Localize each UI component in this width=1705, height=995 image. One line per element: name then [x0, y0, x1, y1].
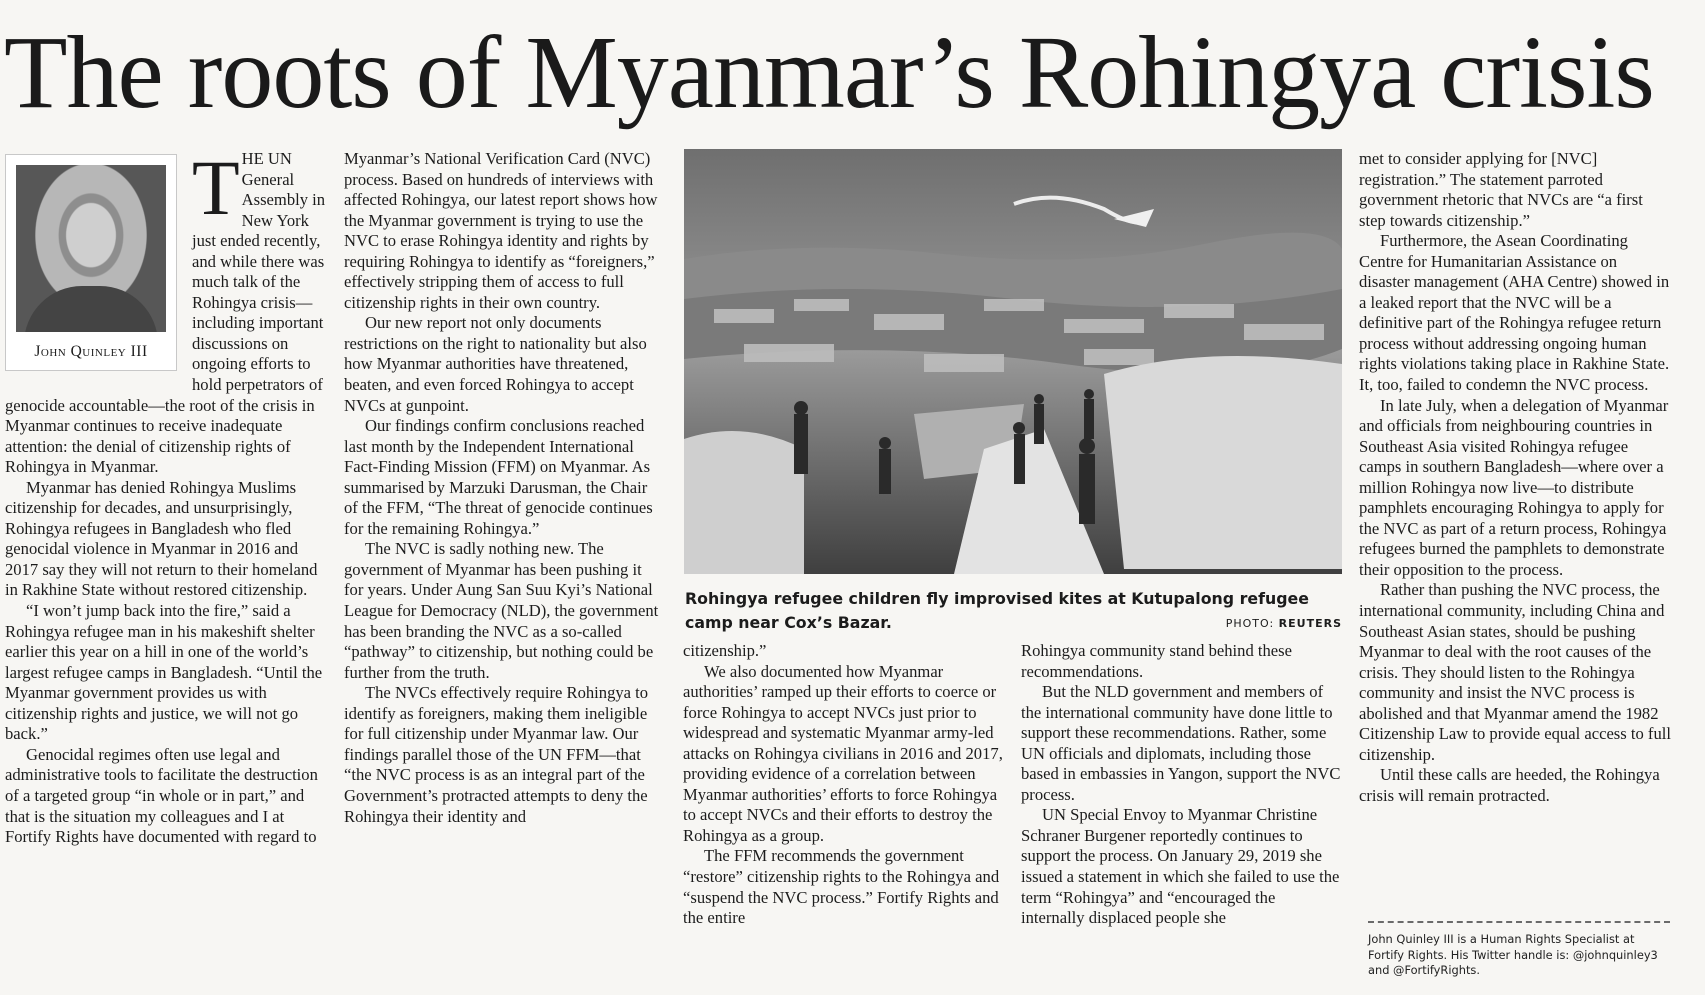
- paragraph: Myanmar has denied Rohingya Muslims citizenship for decades, and unsurprisingly, Rohingya refugees in Bangladesh who fled genocidal violence in Myanmar in 2016 and 2017 say they will not return to their homeland in Rakhine State without restored citizenship.: [5, 477, 318, 600]
- paragraph: The NVCs effectively require Rohingya to identify as foreigners, making them ineligible for full citizenship under Myanmar law. Our findings parallel those of the UN FFM—that “the NVC process is as an integral part of the Government’s protracted attempts to deny the Rohingya their identity and: [344, 683, 649, 826]
- drop-cap: T: [192, 144, 240, 231]
- author-bio: John Quinley III is a Human Rights Specialist at Fortify Rights. His Twitter handle is: @johnquinley3 and @FortifyRights.: [1368, 932, 1658, 977]
- lead-paragraph: THE UN General Assembly in New York just ended recently, and while there was much talk of the Rohingya crisis—including important discussions on ongoing efforts to hold perpetrators of genocide accountable—the root of the crisis in Myanmar continues to receive inadequate attention: the denial of citizenship rights of Rohingya in Myanmar.: [5, 144, 326, 477]
- paragraph: Genocidal regimes often use legal and administrative tools to facilitate the destruction of a targeted group “in whole or in part,” and that is the situation my colleagues and I at Fortify Rights have documented with regard to: [5, 744, 318, 847]
- article-column-4: [1021, 641, 1341, 929]
- article-column-5: [1359, 149, 1671, 807]
- paragraph: Rohingya community stand behind these recommendations.: [1021, 641, 1292, 681]
- author-photo: [16, 165, 166, 332]
- photo-credit: PHOTO: REUTERS: [1225, 617, 1342, 630]
- article-column-1: [5, 144, 327, 848]
- article-column-3: [683, 641, 1003, 929]
- paragraph: The FFM recommends the government “restore” citizenship rights to the Rohingya and “suspend the NVC process.” Fortify Rights and the entire: [683, 846, 1000, 928]
- photo-caption: Rohingya refugee children fly improvised kites at Kutupalong refugee camp near Cox’s Bazar.: [685, 589, 1309, 632]
- paragraph: In late July, when a delegation of Myanmar and officials from neighbouring countries in Southeast Asia visited Rohingya refugee camps in southern Bangladesh—where over a million Rohingya now live—to distribute pamphlets encouraging Rohingya to apply for the NVC as part of a return process, Rohingya refugees burned the pamphlets to demonstrate their opposition to the process.: [1359, 395, 1669, 579]
- author-name: John Quinley III: [34, 343, 148, 360]
- paragraph: met to consider applying for [NVC] registration.” The statement parroted government rhetoric that NVCs are “a first step towards citizenship.”: [1359, 149, 1643, 230]
- paragraph: We also documented how Myanmar authorities’ ramped up their efforts to coerce or force Rohingya to accept NVCs just prior to widespread and systematic Myanmar army-led attacks on Rohingya civilians in 2016 and 2017, providing evidence of a correlation between Myanmar authorities’ efforts to force Rohingya to accept NVCs and their efforts to destroy the Rohingya as a group.: [683, 661, 1003, 845]
- paragraph: “I won’t jump back into the fire,” said a Rohingya refugee man in his makeshift shelter earlier this year on a hill in one of the world’s largest refugee camps in Bangladesh. “Until the Myanmar government provides us with citizenship rights and justice, we will not go back.”: [5, 601, 323, 744]
- paragraph: Myanmar’s National Verification Card (NVC) process. Based on hundreds of interviews with affected Rohingya, our latest report shows how the Myanmar government is trying to use the NVC to erase Rohingya identity and rights by requiring Rohingya to identify as “foreigners,” effectively stripping them of access to full citizenship rights in their own country.: [344, 149, 658, 312]
- headline: The roots of Myanmar’s Rohingya crisis: [4, 15, 1654, 130]
- camp-photo: [684, 149, 1342, 574]
- paragraph: citizenship.”: [683, 641, 767, 660]
- paragraph: Until these calls are heeded, the Rohingya crisis will remain protracted.: [1359, 765, 1660, 805]
- paragraph: Our new report not only documents restrictions on the right to nationality but also how Myanmar authorities have threatened, beaten, and even forced Rohingya to accept NVCs at gunpoint.: [344, 313, 647, 415]
- paragraph: But the NLD government and members of the international community have done little to support these recommendations. Rather, some UN officials and diplomats, including those based in embassies in Yangon, support the NVC process.: [1021, 682, 1341, 804]
- paragraph: UN Special Envoy to Myanmar Christine Schraner Burgener reportedly continues to support the process. On January 29, 2019 she issued a statement in which she failed to use the term “Rohingya” and “encouraged the internally displaced people she: [1021, 805, 1340, 928]
- paragraph: Furthermore, the Asean Coordinating Centre for Humanitarian Assistance on disaster management (AHA Centre) showed in a leaked report that the NVC will be a definitive part of the Rohingya refugee return process without addressing ongoing human rights violations taking place in Rakhine State. It, too, failed to condemn the NVC process.: [1359, 231, 1670, 395]
- author-card: [5, 154, 177, 371]
- bio-divider: [1368, 921, 1670, 923]
- paragraph: Our findings confirm conclusions reached last month by the Independent International Fact-Finding Mission (FFM) on Myanmar. As summarised by Marzuki Darusman, the Chair of the FFM, “The threat of genocide continues for the remaining Rohingya.”: [344, 416, 653, 538]
- paragraph: The NVC is sadly nothing new. The government of Myanmar has been pushing it for years. Under Aung San Suu Kyi’s National League for Democracy (NLD), the government has been branding the NVC as a so-called “pathway” to citizenship, but nothing could be further from the truth.: [344, 539, 659, 682]
- paragraph: Rather than pushing the NVC process, the international community, including China and Southeast Asian states, should be pushing Myanmar to deal with the root causes of the crisis. They should listen to the Rohingya community and insist the NVC process is abolished and that Myanmar amend the 1982 Citizenship Law to provide equal access to full citizenship.: [1359, 580, 1671, 764]
- article-column-2: [344, 149, 662, 827]
